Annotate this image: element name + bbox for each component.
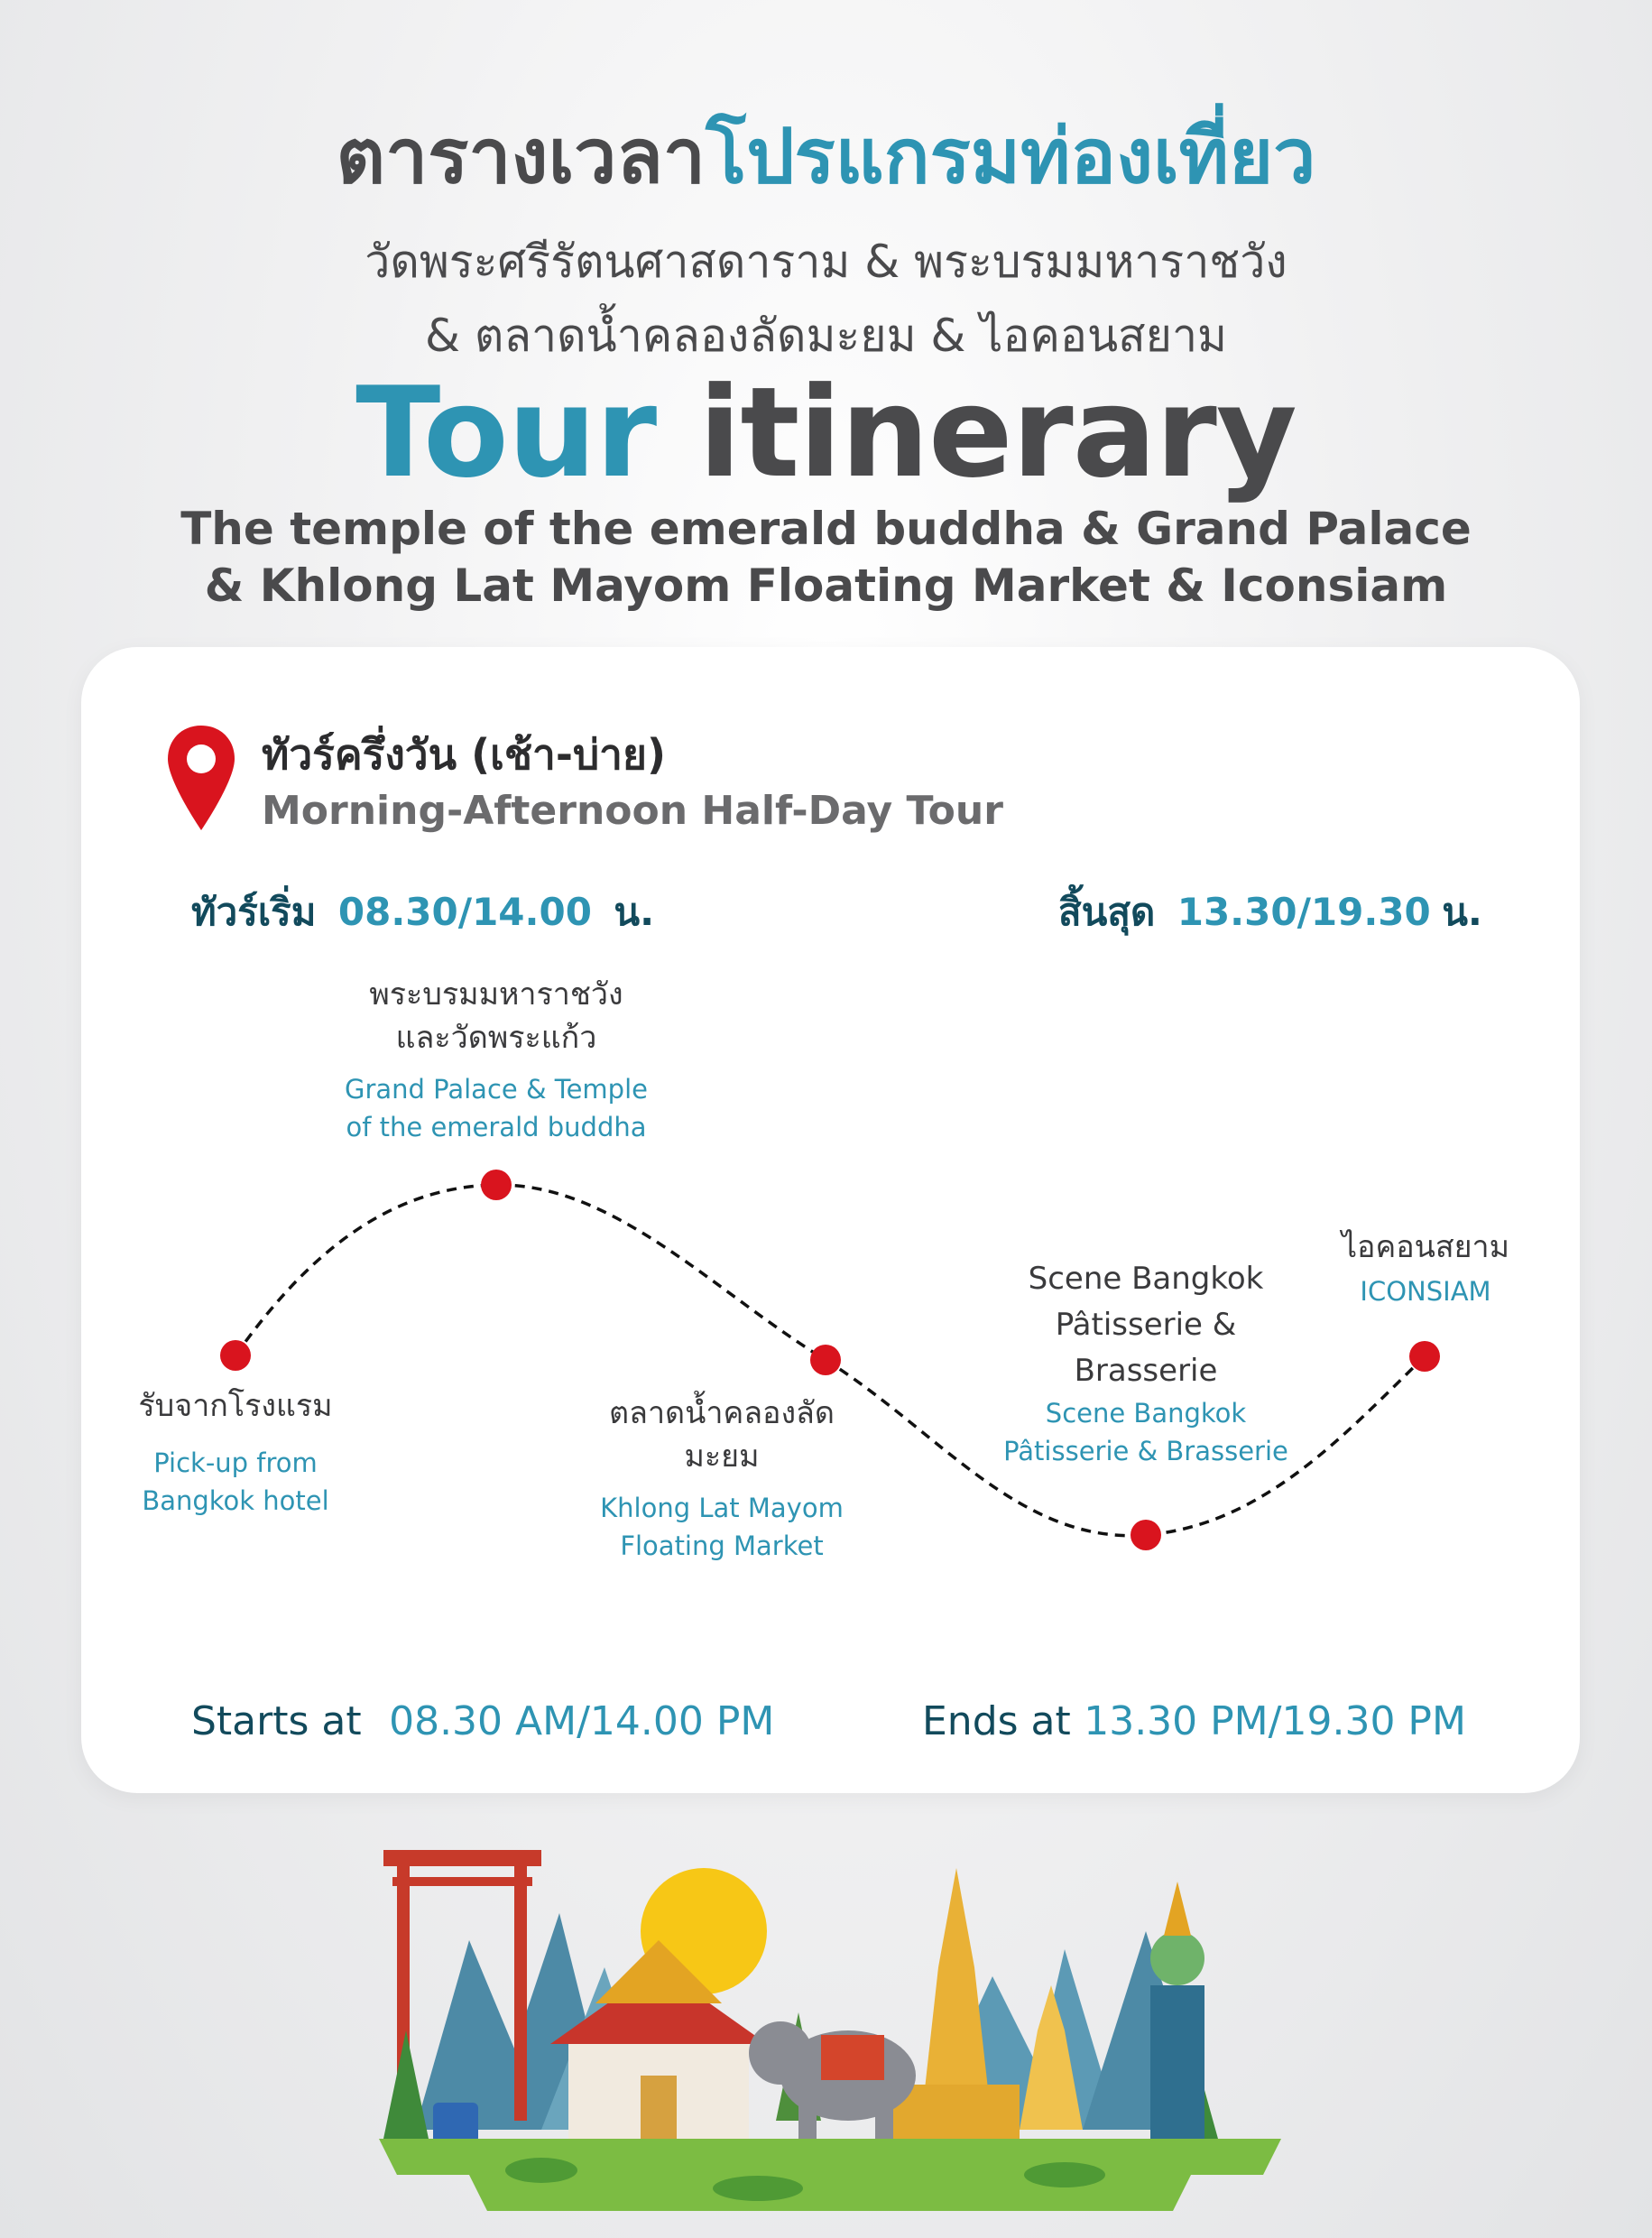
footer-end xyxy=(922,1698,1466,1744)
stop-marker-1 xyxy=(220,1340,251,1371)
subtitle-english-line1: The temple of the emerald buddha & Grand Palace xyxy=(180,503,1472,555)
stop-floating-market-th-1: ตลาดน้ำคลองลัด xyxy=(609,1395,835,1431)
stop-iconsiam-th: ไอคอนสยาม xyxy=(1341,1229,1510,1265)
subtitle-thai-line1: วัดพระศรีรัตนศาสดาราม & พระบรมมหาราชวัง xyxy=(365,236,1287,288)
stop-marker-2 xyxy=(481,1170,512,1200)
footer-start-value: 08.30 AM/14.00 PM xyxy=(389,1698,775,1744)
tuk-tuk-icon xyxy=(433,2103,478,2143)
stop-grand-palace xyxy=(316,973,677,1146)
stop-iconsiam xyxy=(1286,1225,1565,1310)
stop-scene-bangkok-en-2: Pâtisserie & Brasserie xyxy=(1003,1436,1288,1466)
guardian-statue-icon xyxy=(1150,1985,1204,2139)
stop-iconsiam-en: ICONSIAM xyxy=(1360,1276,1491,1307)
stop-floating-market-th-2: มะยม xyxy=(684,1438,760,1475)
footer-start-label: Starts at xyxy=(191,1698,362,1744)
title-en-part1: Tour xyxy=(355,360,657,505)
stop-marker-5 xyxy=(1409,1341,1440,1372)
stop-pickup-en-1: Pick-up from xyxy=(153,1447,318,1478)
stop-scene-bangkok xyxy=(965,1256,1326,1470)
footer-end-value: 13.30 PM/19.30 PM xyxy=(1084,1698,1466,1744)
end-unit: น. xyxy=(1442,890,1482,934)
stop-pickup xyxy=(100,1384,371,1520)
stop-floating-market xyxy=(559,1392,884,1565)
subtitle-thai-line2: & ตลาดน้ำคลองลัดมะยม & ไอคอนสยาม xyxy=(425,310,1227,362)
start-label: ทัวร์เริ่ม xyxy=(191,890,317,934)
tour-type-thai: ทัวร์ครึ่งวัน (เช้า-บ่าย) xyxy=(262,730,666,779)
stop-scene-bangkok-th-2: Pâtisserie & xyxy=(1055,1307,1237,1343)
stop-grand-palace-th-2: และวัดพระแก้ว xyxy=(395,1020,597,1056)
title-th-part1: ตารางเวลา xyxy=(336,112,706,200)
stop-floating-market-en-2: Floating Market xyxy=(620,1531,824,1561)
footer-end-label: Ends at xyxy=(922,1698,1071,1744)
start-time: 08.30/14.00 xyxy=(337,890,592,934)
stop-grand-palace-th-1: พระบรมมหาราชวัง xyxy=(369,976,623,1013)
stop-scene-bangkok-th-3: Brasserie xyxy=(1074,1353,1218,1389)
bangkok-landmarks-illustration xyxy=(379,1832,1281,2220)
stop-pickup-th: รับจากโรงแรม xyxy=(138,1388,333,1424)
stop-scene-bangkok-en-1: Scene Bangkok xyxy=(1045,1398,1247,1429)
stop-pickup-en-2: Bangkok hotel xyxy=(142,1485,329,1516)
end-time: 13.30/19.30 xyxy=(1177,890,1431,934)
stop-marker-4 xyxy=(1131,1520,1161,1550)
footer-start xyxy=(191,1698,774,1744)
stop-floating-market-en-1: Khlong Lat Mayom xyxy=(600,1493,844,1523)
subtitle-english-line2: & Khlong Lat Mayom Floating Market & Iconsiam xyxy=(204,560,1448,612)
end-label: สิ้นสุด xyxy=(1058,890,1156,934)
title-th-part2: โปรแกรมท่องเที่ยว xyxy=(706,112,1316,200)
stop-grand-palace-en-2: of the emerald buddha xyxy=(346,1112,647,1142)
start-unit: น. xyxy=(614,890,655,934)
stop-scene-bangkok-th-1: Scene Bangkok xyxy=(1028,1261,1264,1297)
title-en-part2: itinerary xyxy=(698,360,1297,505)
tour-type-english: Morning-Afternoon Half-Day Tour xyxy=(262,788,1003,834)
stop-grand-palace-en-1: Grand Palace & Temple xyxy=(345,1074,648,1105)
stop-marker-3 xyxy=(810,1345,841,1375)
